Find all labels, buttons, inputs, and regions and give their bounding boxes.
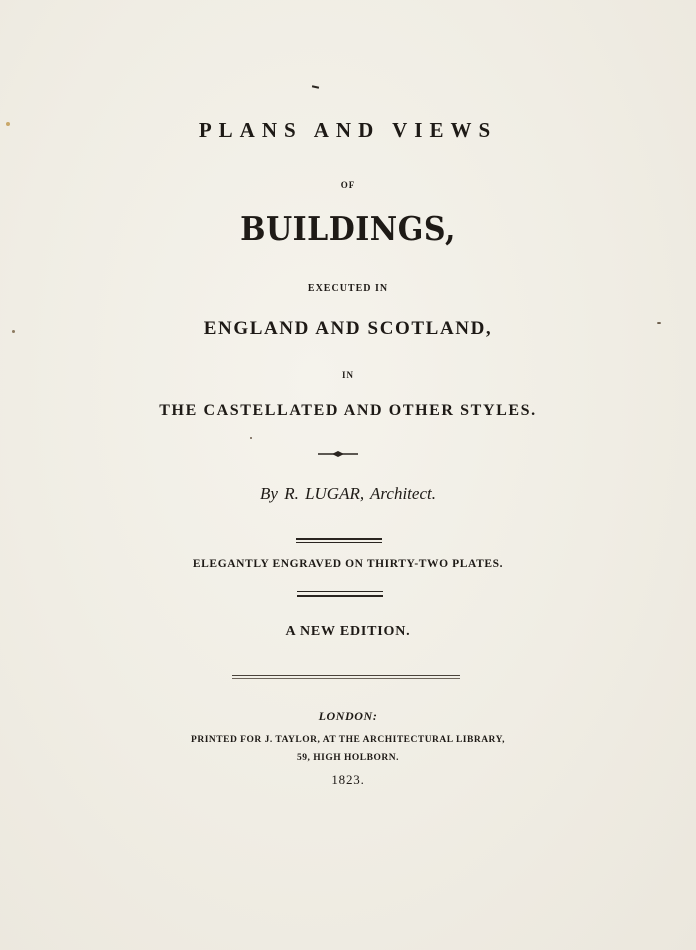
paper-speck — [250, 437, 252, 439]
long-rule-bottom — [232, 678, 460, 679]
imprint-printer: PRINTED FOR J. TAYLOR, AT THE ARCHITECTURAL LIBRARY, — [191, 735, 505, 745]
title-line-england-and-scotland: ENGLAND AND SCOTLAND, — [203, 318, 493, 339]
ink-mark — [312, 85, 319, 88]
edition-line: A NEW EDITION. — [285, 624, 411, 639]
imprint-city: LONDON: — [318, 709, 378, 723]
title-line-plans-and-views: PLANS AND VIEWS — [198, 118, 498, 142]
title-line-executed-in: EXECUTED IN — [307, 283, 389, 294]
title-line-in: IN — [341, 370, 354, 380]
imprint-address: 59, HIGH HOLBORN. — [297, 753, 399, 763]
double-rule-upper-top — [296, 538, 382, 540]
imprint-year: 1823. — [331, 772, 365, 787]
ornament-divider — [318, 448, 358, 460]
double-rule-upper-bottom — [296, 542, 382, 543]
title-line-buildings: BUILDINGS, — [240, 210, 456, 249]
title-line-of: OF — [340, 180, 356, 190]
double-rule-lower-bottom — [297, 595, 383, 597]
double-rule-lower-top — [297, 591, 383, 592]
plates-line: ELEGANTLY ENGRAVED ON THIRTY-TWO PLATES. — [192, 558, 504, 570]
long-rule-top — [232, 675, 460, 676]
author-line: By R. LUGAR, Architect. — [260, 484, 436, 503]
title-line-castellated-styles: THE CASTELLATED AND OTHER STYLES. — [159, 402, 537, 419]
